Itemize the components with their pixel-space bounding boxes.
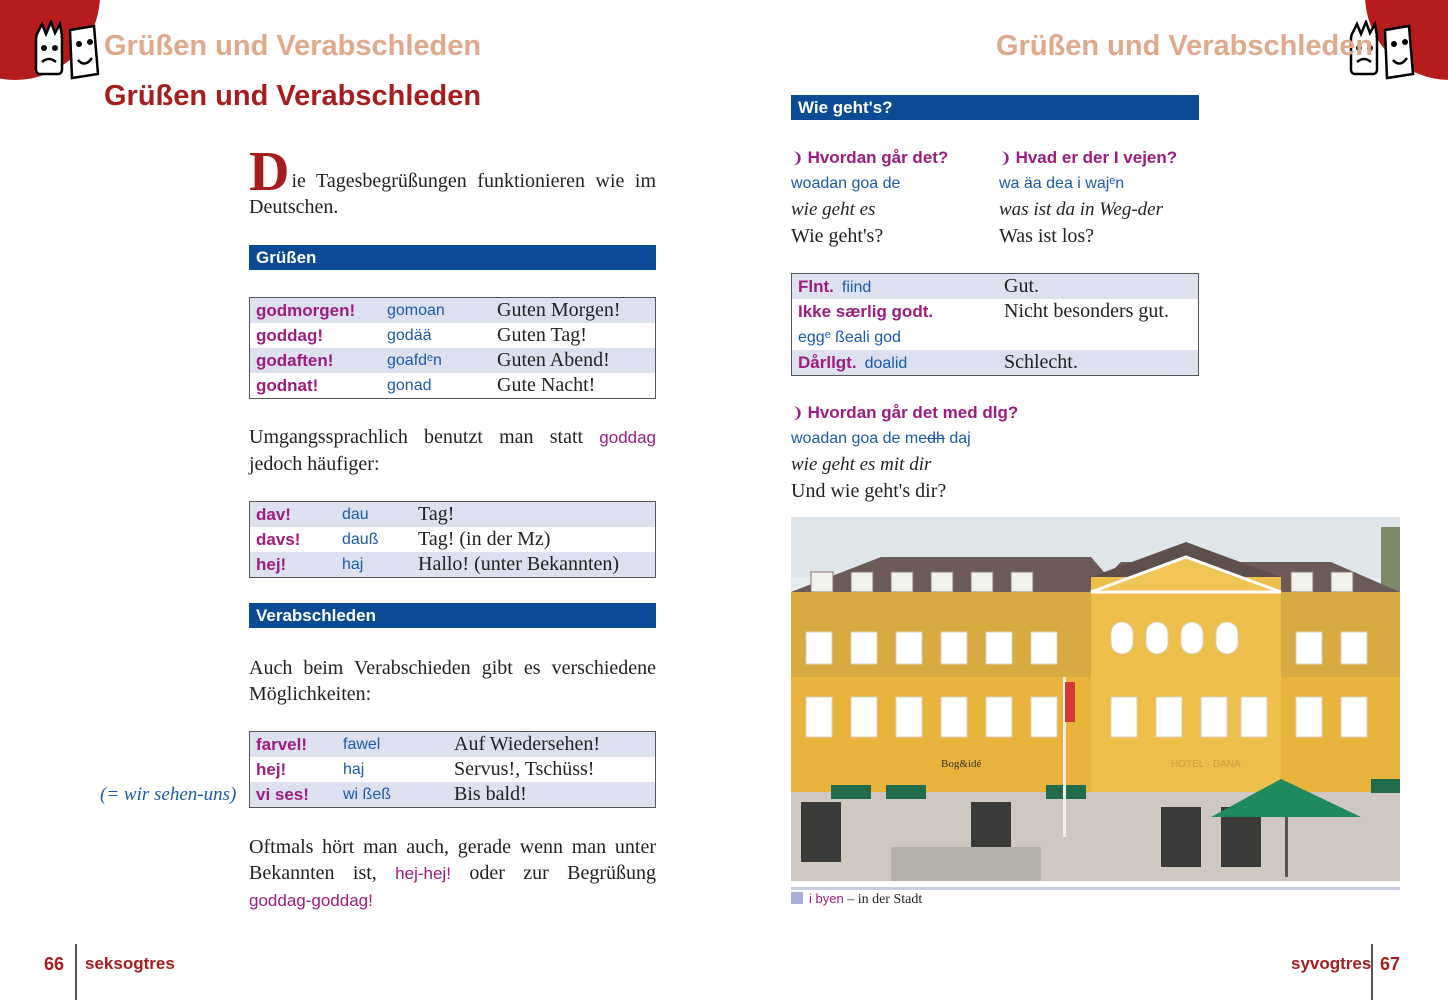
pronunciation: gomoan: [381, 298, 491, 324]
informal-greeting-table: [249, 501, 656, 578]
danish-word: goddag!: [256, 325, 324, 345]
translation: Guten Tag!: [497, 324, 587, 346]
table-cell: [792, 274, 999, 300]
danish-word: Flnt.: [798, 276, 834, 296]
page-word-left: seksogtres: [85, 954, 175, 973]
caption-marker: [791, 892, 803, 904]
pronunciation: gonad: [387, 376, 432, 394]
pronunciation: wa äa dea i wajᵉn: [999, 175, 1125, 192]
paragraph-text: jedoch häufiger:: [249, 453, 380, 475]
table-cell: [792, 299, 999, 350]
question-block: [791, 400, 1018, 504]
danish-word: godnat!: [256, 375, 319, 395]
translation: Gut.: [998, 274, 1199, 300]
table-row: [792, 274, 1199, 300]
table-row: [250, 298, 656, 324]
danish-word: Dårllgt.: [798, 352, 857, 372]
paragraph-text: Umgangssprachlich benutzt man statt: [249, 426, 584, 448]
translation: Tag! (in der Mz): [418, 528, 551, 550]
danish-word: hej!: [256, 759, 287, 779]
danish-word: Ikke særlig godt.: [798, 302, 934, 321]
section-heading-farewell: Verabschleden: [249, 603, 656, 628]
table-row: [250, 323, 656, 348]
danish-phrase: Hvordan går det?: [807, 148, 949, 167]
table-row: [250, 527, 656, 552]
pronunciation-part: woadan goa de me: [791, 430, 928, 447]
pronunciation: godää: [387, 326, 432, 344]
translation: Gute Nacht!: [497, 374, 596, 396]
photo-caption: [809, 890, 922, 908]
closing-paragraph: [249, 834, 656, 914]
highlight-word: goddag: [599, 428, 657, 447]
pronunciation: eggᵉ ßeali god: [798, 329, 901, 346]
table-row: [250, 348, 656, 373]
faces-icon: [32, 20, 102, 82]
danish-phrase: Hvordan går det med dlg?: [807, 403, 1019, 422]
intro-text: ie Tagesbegrüßungen funktionieren wie im Deutschen.: [249, 170, 656, 218]
paragraph-text: oder zur Begrüßung: [469, 862, 657, 884]
farewell-table: [249, 731, 656, 808]
shop-sign: Bog&idé: [941, 758, 982, 770]
margin-note: (= wir sehen-uns): [100, 784, 237, 805]
pronunciation: fawel: [337, 732, 448, 758]
question-block: [999, 145, 1177, 249]
literal-translation: wie geht es: [791, 199, 876, 220]
pronunciation: wi ßeß: [337, 782, 448, 808]
table-row: [250, 373, 656, 399]
section-heading-greeting: Grüßen: [249, 245, 656, 270]
highlight-word: goddag-goddag!: [249, 891, 373, 910]
danish-word: dav!: [250, 502, 337, 528]
intro-paragraph: [249, 141, 656, 220]
pronunciation: haj: [343, 760, 365, 778]
pronunciation: dau: [336, 502, 412, 528]
danish-word: davs!: [256, 529, 301, 549]
danish-word: farvel!: [250, 732, 338, 758]
danish-phrase: Hvad er der I vejen?: [1015, 148, 1178, 167]
page-title: Grüßen und Verabschleden: [104, 80, 482, 112]
translation: Bis bald!: [448, 782, 656, 808]
pronunciation: fiind: [841, 278, 872, 296]
table-row: [250, 552, 656, 578]
question-block: [791, 145, 948, 249]
translation: Hallo! (unter Bekannten): [412, 552, 656, 578]
translation: Guten Morgen!: [491, 298, 656, 324]
running-head-right: Grüßen und Verabschleden: [996, 30, 1374, 62]
translation: Servus!, Tschüss!: [454, 758, 595, 780]
highlight-word: hej-hej!: [395, 864, 451, 883]
ear-icon: ❩: [791, 406, 804, 422]
danish-word: vi ses!: [250, 782, 338, 808]
greeting-table: [249, 297, 656, 399]
caption-danish: i byen: [809, 891, 844, 906]
table-row: [792, 350, 1199, 376]
pronunciation-part: daj: [944, 430, 971, 447]
translation: Was ist los?: [999, 225, 1095, 247]
page-number-right: 67: [1380, 954, 1401, 974]
section-heading-how-are-you: Wie geht's?: [791, 95, 1199, 120]
pronunciation: [791, 426, 1018, 452]
footer-divider-left: [75, 944, 77, 1000]
page-number-left: 66: [44, 954, 65, 974]
danish-word: hej!: [250, 552, 337, 578]
ear-icon: ❩: [791, 151, 804, 167]
table-cell: [792, 350, 999, 376]
translation: Nicht besonders gut.: [998, 299, 1199, 350]
pronunciation: woadan goa de: [791, 175, 901, 192]
table-row: [250, 732, 656, 758]
table-row: [250, 782, 656, 808]
table-row: [792, 299, 1199, 350]
colloquial-paragraph: [249, 424, 656, 477]
table-row: [250, 502, 656, 528]
ear-icon: ❩: [999, 151, 1012, 167]
hotel-photo: [791, 517, 1400, 881]
translation: Wie geht's?: [791, 225, 884, 247]
translation: Tag!: [412, 502, 656, 528]
answers-table: [791, 273, 1199, 376]
drop-cap: D: [249, 141, 290, 203]
translation: Auf Wiedersehen!: [448, 732, 656, 758]
pronunciation-silent: dh: [927, 430, 945, 447]
literal-translation: wie geht es mit dir: [791, 454, 932, 475]
caption-german: – in der Stadt: [843, 892, 923, 907]
translation: Schlecht.: [998, 350, 1199, 376]
translation: Guten Abend!: [491, 348, 656, 373]
pronunciation: doalid: [864, 354, 908, 372]
paragraph-text: Oftmals hört man auch, gerade wenn man unter Bekannten ist,: [249, 836, 656, 884]
farewell-paragraph: Auch beim Verabschieden gibt es verschiedene Möglichkeiten:: [249, 657, 656, 705]
pronunciation: goafdᵉn: [381, 348, 491, 373]
footer-divider-right: [1371, 944, 1373, 1000]
page-word-right: syvogtres: [1291, 954, 1372, 973]
pronunciation: dauß: [342, 530, 379, 548]
danish-word: godaften!: [250, 348, 382, 373]
translation: Und wie geht's dir?: [791, 480, 947, 502]
danish-word: godmorgen!: [250, 298, 382, 324]
hotel-sign: HOTEL · DANA: [1171, 759, 1241, 770]
pronunciation: haj: [336, 552, 412, 578]
literal-translation: was ist da in Weg-der: [999, 199, 1163, 220]
running-head-left: Grüßen und Verabschleden: [104, 30, 482, 62]
table-row: [250, 757, 656, 782]
